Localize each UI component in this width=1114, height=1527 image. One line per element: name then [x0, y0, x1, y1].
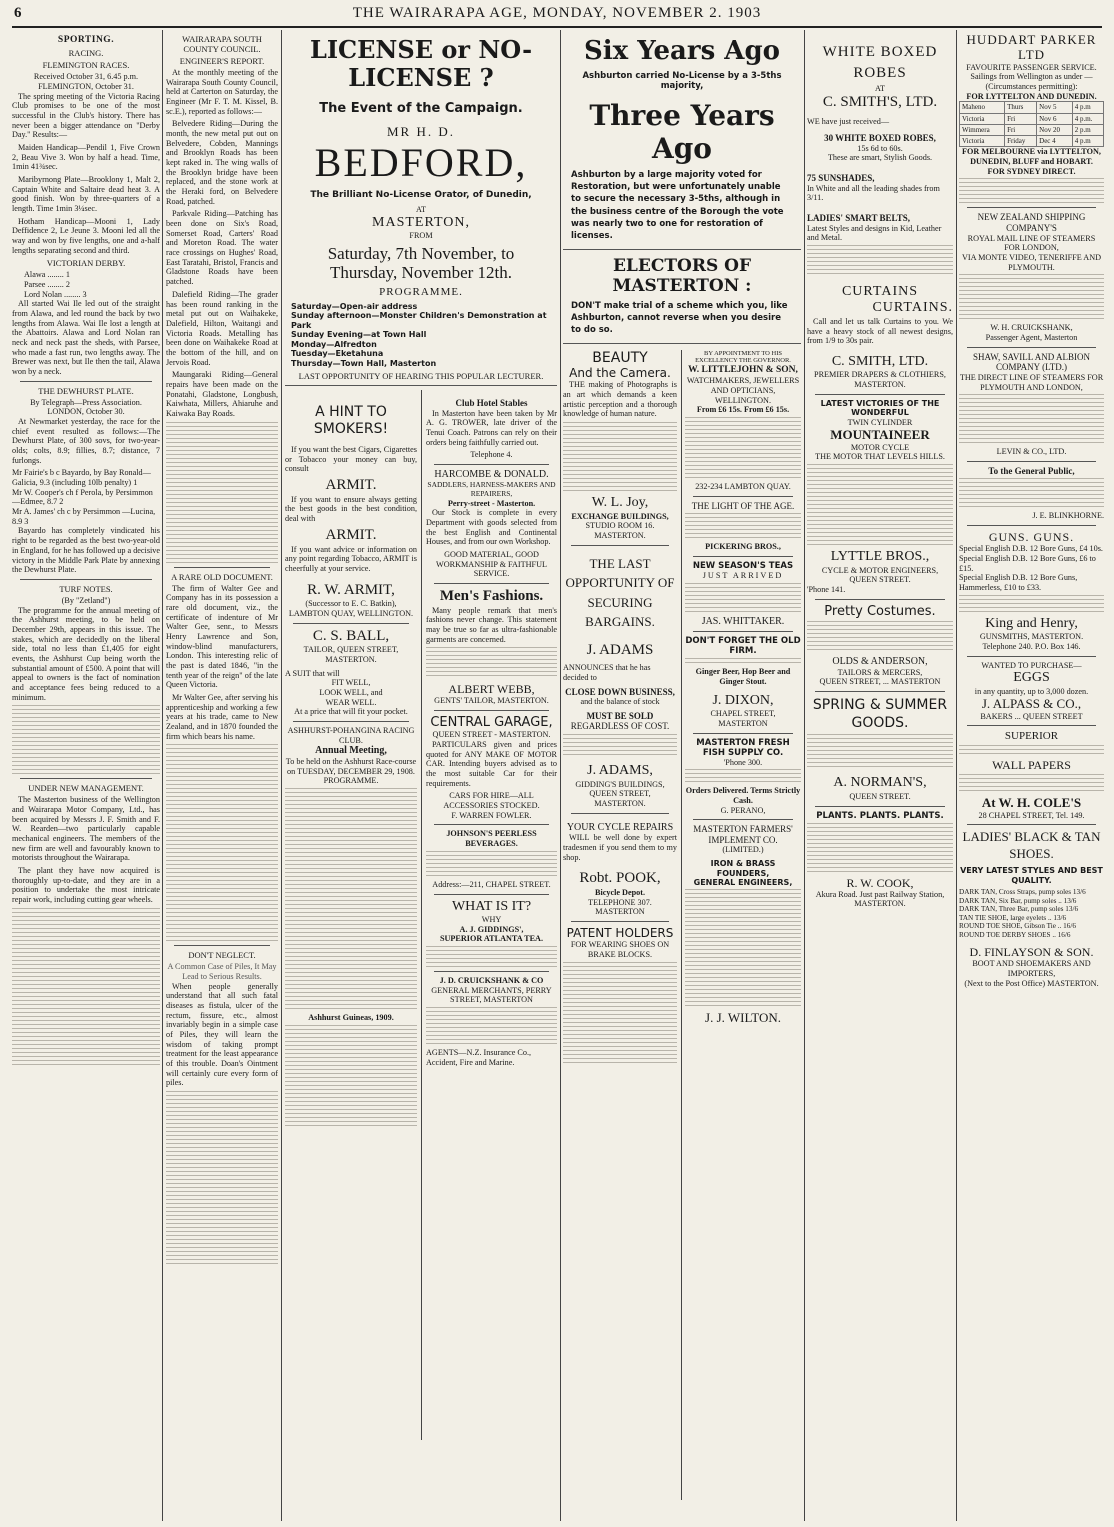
article-paragraph: At Newmarket yesterday, the race for the chief event resulted as follows:—The Dewhurst Plate, of 300 sovs, for two-year-olds; colts, 8.9; fillies, 8.7; distance, 7 furlongs. [12, 417, 160, 465]
speaker-title: MR H. D. [386, 123, 455, 139]
last-opportunity: LAST OPPORTUNITY OF HEARING THIS POPULAR LECTURER. [298, 371, 544, 382]
six-years-headline: Six Years Ago [584, 36, 780, 66]
text-filler [685, 889, 801, 1006]
table-row: Wimmera Fri Nov 20 2 p.m [960, 124, 1104, 135]
three-years-headline: Three Years Ago [589, 98, 775, 165]
text-filler [166, 744, 278, 941]
text-filler [166, 1091, 278, 1264]
text-filler [426, 647, 557, 676]
ad-text: Many people remark that men's fashions never change. This statement may be true so far as ultra-fashionable garments are concerned. [426, 605, 557, 644]
article-paragraph: At the monthly meeting of the Wairarapa South County Council, held at Carterton on Saturday, the Engineer (Mr F. T. M. Kissel, B. sc.E.), reported as follows:— [166, 68, 278, 116]
sub-heading: A Common Case of Piles, It May Lead to Serious Results. [167, 962, 277, 982]
result-row: Mr W. Cooper's ch f Perola, by Persimmon—Edmee, 8.7 2 [12, 487, 153, 507]
article-paragraph: Belvedere Riding—During the month, the new metal put out on Belvedere, Cobden, Mannings and Brooklyn Roads has been kept raked in. The wing walls of the Brooklyn bridge have been replaced, and the stone work at the Heraki ford, on Belvedere Road, patched. [166, 119, 278, 206]
electors-headline: ELECTORS OF MASTERTON : [612, 255, 752, 296]
column-rule [162, 30, 163, 1521]
article-paragraph: The Masterton business of the Wellington and Wairarapa Motor Company, Ltd., has been acquired by Messrs J. F. Smith and F. W. Rearden—two particularly capable mechanical engineers. The members of the new firm are well and favourably known to motorists throughout the Wairarapa. [12, 795, 160, 863]
result-row: Lord Nolan ........ 3 [24, 289, 87, 299]
event-dates: Saturday, 7th November, to Thursday, November 12th. [327, 243, 515, 283]
article-paragraph: Hotham Handicap—Mooni 1, Lady Deffidence 2, Le Jeune 3. Mooni led all the way and won by five lengths, one and a-half lengths separating second and third. [12, 216, 160, 255]
text-filler [563, 734, 677, 755]
venue: MASTERTON, [372, 214, 470, 230]
license-headline: LICENSE or NO-LICENSE ? [309, 35, 533, 93]
text-filler [807, 464, 953, 545]
article-paragraph: The firm of Walter Gee and Company has in its possession a rare old document, viz., the certificate of indenture of Mr Walter Gee, senr., to Messrs Henry Lawrence and Son, window-blind manufacturers, London. This interesting relic of the past is dated 1846, "in the tenth year of the reign" of the late Queen Victoria. [166, 583, 278, 690]
text-filler [563, 422, 677, 491]
article-paragraph: Parkvale Riding—Patching has been done on Six's Road, Somerset Road, Carters' Road and Moreton Road. The water race crossings on Hughes' Road, East Taratahi, Bristol, Francis and Gladstone Roads have been patched. [166, 209, 278, 287]
sub-heading: ENGINEER'S REPORT. [179, 56, 265, 67]
text-filler [563, 962, 677, 1063]
result-row: Parsee ........ 2 [24, 280, 70, 290]
text-filler [12, 705, 160, 774]
sub-heading: VICTORIAN DERBY. [46, 258, 126, 269]
armit-name: ARMIT. [325, 477, 377, 494]
column-rule [560, 30, 561, 1521]
programme-list: Saturday—Open-air address Sunday afternoon—Monster Children's Demonstration at Park Sunday Evening—at Town Hall Monday—Alfredton Tuesday—Eketahuna Thursday—Town Hall, Masterton [291, 302, 547, 368]
text-filler [807, 245, 953, 274]
sub-heading: FLEMINGTON RACES. [42, 60, 130, 71]
result-row: Mr Fairie's b c Bayardo, by Bay Ronald—Galicia, 9.3 (including 10lb penalty) 1 [12, 468, 151, 488]
column-council [166, 32, 278, 1521]
text-filler [959, 745, 1104, 754]
newspaper-title: THE WAIRARAPA AGE, MONDAY, NOVEMBER 2. 1903 [352, 5, 762, 21]
sub-heading: DON'T NEGLECT. [188, 950, 256, 961]
article-paragraph: Mr Walter Gee, after serving his apprenticeship and working a few years at his trade, came to New Zealand, and in 1870 founded the firm which bears his name. [166, 692, 278, 741]
speaker-name: BEDFORD, [314, 140, 528, 186]
article-paragraph: All started Wai Ile led out of the straight from Alawa, and led round the back by two lengths from Alawa. Wai Ile lost a length at the Abattoirs. Alawa and Lord Nolan ran neck and neck past the sheds, with Parsee, who made a fast run, two lengths away. The Brewer was next, but Ile then the tail, Alawa won by a neck. [12, 299, 160, 377]
ad-text: Call and let us talk Curtains to you. We have a heavy stock of all newest designs, from 1/9 to 30s pair. [807, 316, 953, 346]
ad-text: In Masterton have been taken by Mr A. G. TROWER, late driver of the Tenui Coach. Patrons can rely on their orders being faithfully carried out. [426, 408, 557, 447]
text-filler [426, 851, 557, 876]
byline: (By "Zetland") [61, 595, 111, 605]
result-row: Mr A. James' ch c by Persimmon —Lucina, 8.9 3 [12, 507, 156, 526]
dateline: FLEMINGTON, October 31. [38, 81, 134, 91]
ad-text: Our Stock is complete in every Department with goods selected from the best English and Continental Houses, and from our own Workshop. [426, 508, 557, 547]
page-number: 6 [14, 5, 23, 21]
text-filler [685, 769, 801, 782]
column-sporting [12, 32, 160, 1521]
text-filler [12, 908, 160, 1065]
ashhurst-heading: ASHHURST-POHANGINA RACING CLUB. [287, 725, 415, 745]
text-filler [959, 178, 1104, 203]
dateline: LONDON, October 30. [47, 407, 125, 417]
table-row: Maheno Thurs Nov 5 4 p.m [960, 102, 1104, 113]
text-filler [807, 621, 953, 650]
text-filler [685, 658, 801, 663]
article-paragraph: The programme for the annual meeting of the Ashhurst meeting, to be held on December 29th, appears in this issue. The stakes, which are decidedly on the liberal side, total no less than £1,405 for eight events, the Ashhurst Cup being worth the substantial amount of £500. A point that will appeal to owners is the fact of nomination and acceptance fees being reduced to a minimum. [12, 605, 160, 702]
text-filler [959, 774, 1104, 791]
column-shipping-ads: HUDDART PARKER LTD FAVOURITE PASSENGER SERVICE. Sailings from Wellington as under —(Circumstances permitting): FOR LYTTELTON AND DUNEDIN. Maheno Thurs Nov 5 4 p.m Victoria Fri Nov 6 4 p.m. Wimmera Fri Nov 20 2 p.m Victoria Friday Dec 4 4 p.m FOR MELBOURNE via LYTTELTON, DUNEDIN, BLUFF and HOBART. FOR SYDNEY DIRECT. NEW ZEALAND SHIPPING COMPANY'S ROYAL MAIL LINE OF STEAMERS FOR LONDON, VIA MONTE VIDEO, TENERIFFE AND PLYMOUTH. W. H. CRUICKSHANK, Passenger Agent, Masterton SHAW, SAVILL AND ALBION COMPANY (LTD.) THE DIRECT LINE OF STEAMERS FOR PLYMOUTH AND LONDON, LEVIN & CO., LTD. To the General Public, J. E. BLINKHORNE. GUNS. GUNS. Special English D.B. 12 Bore Guns, £4 10s. Special English D.B. 12 Bore Guns, £6 to £15. Special English D.B. 12 Bore Guns, Hammerless, £10 to £33. King and Henry, GUNSMITHS, MASTERTON. Telephone 240. P.O. Box 146. WANTED TO PURCHASE— EGGS in any quantity, up to 3,000 dozen. J. ALPASS & CO., BAKERS ... QUEEN STREET SUPERIOR WALL PAPERS At W. H. COLE'S 28 CHAPEL STREET, Tel. 149. LADIES' BLACK & TAN SHOES. VERY LATEST STYLES AND BEST QUALITY. DARK TAN, Cross Straps, pump soles 13/6 DARK TAN, Six Bar, pump soles .. 13/6 DARK TAN, Three Bar, pump soles 13/6 TAN TIE SHOE, large eyelets .. 13/6 ROUND TOE SHOE, Gibson Tie .. 16/6 ROUND TOE DERBY SHOES .. 16/6 D. FINLAYSON & SON. BOOT AND SHOEMAKERS AND IMPORTERS, (Next to the Post Office) MASTERTON. [959, 32, 1104, 988]
text-filler [426, 946, 557, 967]
text-filler [959, 478, 1104, 507]
dateline: Received October 31, 6.45 p.m. [33, 72, 139, 82]
section-heading: SPORTING. [57, 35, 115, 45]
ad-text: If you want to ensure always getting the best goods in the best condition, deal with [285, 494, 417, 524]
text-filler [685, 583, 801, 612]
sub-heading: A RARE OLD DOCUMENT. [171, 571, 273, 582]
white-boxed-robes-headline: WHITE BOXED ROBES [822, 44, 938, 81]
article-paragraph: Dalefield Riding—The grader has been round ranking in the metal put out on Waihakeke, Dalefield, Hilton, Waitangi and Victoria Roads. Metalling has been done on Waihakeke Road at the bottom of the hill, and on Jervois Road. [166, 289, 278, 367]
table-row: Victoria Friday Dec 4 4 p.m [960, 136, 1104, 147]
article-paragraph: Maungaraki Riding—General repairs have been made on the Ponatahi, Gladstone, Longbush, Kaiwhata, Millers, Ahiaruhe and Kaiwaka Bay Roads. [166, 370, 278, 418]
ad-text: If you want the best Cigars, Cigarettes or Tobacco your money can buy, consult [285, 445, 417, 474]
article-paragraph: Maiden Handicap—Pendil 1, Five Crown 2, Beau Vive 3. Won by half a head. Time, 1min 41¾sec. [12, 142, 160, 172]
column-smith-ads: WHITE BOXED ROBES AT C. SMITH'S, LTD. WE have just received— 30 WHITE BOXED ROBES, 15s 6d to 60s. These are smart, Stylish Goods. 75 SUNSHADES, In White and all the leading shades from 3/11. LADIES' SMART BELTS, Latest Styles and designs in Kid, Leather and Metal. CURTAINS CURTAINS. Call and let us talk Curtains to you. We have a heavy stock of all newest designs, from 1/9 to 30s pair. C. SMITH, LTD. PREMIER DRAPERS & CLOTHIERS, MASTERTON. LATEST VICTORIES OF THE WONDERFUL TWIN CYLINDER MOUNTAINEER MOTOR CYCLE THE MOTOR THAT LEVELS HILLS. LYTTLE BROS., CYCLE & MOTOR ENGINEERS, QUEEN STREET. 'Phone 141. Pretty Costumes. OLDS & ANDERSON, TAILORS & MERCERS, QUEEN STREET, ... MASTERTON SPRING & SUMMER GOODS. A. NORMAN'S, QUEEN STREET. PLANTS. PLANTS. PLANTS. R. W. COOK, Akura Road. Just past Railway Station, MASTERTON. [807, 44, 953, 909]
article-paragraph: When people generally understand that all such fatal diseases as fistula, ulcer of the rectum, fissure, etc., almost invariably begin in a simple case of Piles, they will learn the wisdom of taking prompt treatment for the least appearance of this trouble. Doan's Ointment will certainly cure every form of piles. [166, 981, 278, 1088]
ball-name: C. S. BALL, [312, 627, 390, 644]
programme-heading: PROGRAMME. [379, 286, 463, 299]
text-filler [285, 1025, 417, 1126]
sub-heading: WAIRARAPA SOUTH COUNTY COUNCIL. [182, 34, 262, 55]
text-filler [685, 513, 801, 538]
text-filler [959, 394, 1104, 443]
sailings-table [959, 101, 1104, 147]
dateline: By Telegraph—Press Association. [30, 397, 142, 407]
ad-text: If you want advice or information on any point regarding Tobacco, ARMIT is cheerfully at your service. [285, 544, 417, 573]
article-paragraph: The plant they have now acquired is thoroughly up-to-date, and they are in a position to undertake the most intricate repair work, including cutting gear wheels. [12, 865, 160, 904]
armit-name: ARMIT. [325, 526, 377, 543]
masthead [12, 4, 1102, 28]
text-filler [807, 823, 953, 872]
article-paragraph: Maribyrnong Plate—Brooklony 1, Malt 2, Captain White and Saltaire dead heat 3. A good finish. Won by three-quarters of a length. Time 1min 3¼sec. [12, 174, 160, 213]
column-rule [956, 30, 957, 1521]
column-license-ads: LICENSE or NO-LICENSE ? The Event of the Campaign. MR H. D. BEDFORD, The Brilliant No-License Orator, of Dunedin, AT MASTERTON, FROM Saturday, 7th November, to Thursday, November 12th. PROGRAMME. Saturday—Open-air address Sunday afternoon—Monster Children's Demonstration at Park Sunday Evening—at Town Hall Monday—Alfredton Tuesday—Eketahuna Thursday—Town Hall, Masterton LAST OPPORTUNITY OF HEARING THIS POPULAR LECTURER. A HINT TO SMOKERS! If you want the best Cigars, Cigarettes or Tobacco your money can buy, consult ARMIT. If you want to ensure always getting the best goods in the best condition, deal with ARMIT. If you want advice or information on any point regarding Tobacco, ARMIT is cheerfully at your service. R. W. ARMIT, (Successor to E. C. Batkin), LAMBTON QUAY, WELLINGTON. C. S. BALL, TAILOR, QUEEN STREET, MASTERTON. A SUIT that will FIT WELL, LOOK WELL, and WEAR WELL. At a price that will fit your pocket. ASHHURST-POHANGINA RACING CLUB. Annual Meeting, To be held on the Ashhurst Race-course on TUESDAY, DECEMBER 29, 1908. PROGRAMME. Ashhurst Guineas, 1909. Club Hotel Stables In Masterton have been taken by Mr A. G. TROWER, late driver of the Tenui Coach. Patrons can rely on their orders being faithfully carried out. Telephone 4. HARCOMBE & DONALD. SADDLERS, HARNESS-MAKERS AND REPAIRERS, Perry-street - Masterton. Our Stock is complete in every Department with goods selected from the best English and Continental Houses, and from our own Workshop. GOOD MATERIAL, GOOD WORKMANSHIP & FAITHFUL SERVICE. Men's Fashions. Many people remark that men's fashions never change. This statement may be true so far as ultra-fashionable garments are concerned. ALBERT WEBB, GENTS' TAILOR, MASTERTON. CENTRAL GARAGE, QUEEN STREET - MASTERTON. PARTICULARS given and prices quoted for ANY MAKE OF MOTOR CAR. Intending buyers advised as to the most suitable Car for their requirements. CARS FOR HIRE—ALL ACCESSORIES STOCKED. F. WARREN FOWLER. JOHNSON'S PEERLESS BEVERAGES. Address:—211, CHAPEL STREET. WHAT IS IT? WHY A. J. GIDDINGS', SUPERIOR ATLANTA TEA. J. D. CRUICKSHANK & CO GENERAL MERCHANTS, PERRY STREET, MASTERTON AGENTS—N.Z. Insurance Co., Accident, Fire and Marine. [285, 32, 557, 1521]
article-paragraph: Bayardo has completely vindicated his right to be regarded as the best two-year-old in England, for he has followed up a decisive victory in the Middle Park Plate by annexing the Dewhurst Plate. [12, 526, 160, 575]
sub-heading: TURF NOTES. [59, 583, 113, 594]
sub-heading: UNDER NEW MANAGEMENT. [28, 783, 144, 794]
text-filler [285, 788, 417, 1009]
text-filler [959, 595, 1104, 612]
article-paragraph: The spring meeting of the Victoria Racing Club promises to be one of the most successful in the Club's history. There has never been a bigger attendance on "Derby Day." Results:— [12, 91, 160, 140]
license-subhead: The Event of the Campaign. [319, 100, 523, 116]
text-filler [166, 422, 278, 563]
sub-heading: THE DEWHURST PLATE. [38, 385, 134, 396]
text-filler [426, 1007, 557, 1044]
column-rule [804, 30, 805, 1521]
ad-text: THE making of Photographs is an art which demands a keen artistic perception and a thorough knowledge of human nature. [563, 380, 677, 419]
text-filler [685, 417, 801, 478]
armit-full-name: R. W. ARMIT, [307, 581, 395, 598]
ad-text: WILL be well done by expert tradesmen if you send them to my shop. [563, 833, 677, 862]
text-filler [959, 274, 1104, 319]
derby-results [12, 270, 160, 299]
result-row: Alawa ........ 1 [24, 270, 70, 280]
sub-heading: RACING. [68, 48, 104, 59]
speaker-desc: The Brilliant No-License Orator, of Dunedin, [310, 190, 532, 201]
table-row: Victoria Fri Nov 6 4 p.m. [960, 113, 1104, 124]
ad-text: PARTICULARS given and prices quoted for ANY MAKE OF MOTOR CAR. Intending buyers advised as to the most suitable Car for their requirements. [426, 740, 557, 788]
column-ashburton-ads: Six Years Ago Ashburton carried No-License by a 3-5ths majority, Three Years Ago Ashburton by a large majority voted for Restoration, but were unfortunately unable to secure the necessary 3-5ths, although in the business centre of the Borough the vote was nearly two to one for restoration of licenses. ELECTORS OF MASTERTON : DON'T make trial of a scheme which you, like Ashburton, cannot reverse when you desire to do so. BEAUTY And the Camera. THE making of Photographs is an art which demands a keen artistic perception and a thorough knowledge of human nature. W. L. Joy, EXCHANGE BUILDINGS, STUDIO ROOM 16. MASTERTON. THE LAST OPPORTUNITY OF SECURING BARGAINS. J. ADAMS ANNOUNCES that he has decided to CLOSE DOWN BUSINESS, and the balance of stock MUST BE SOLD REGARDLESS OF COST. J. ADAMS, GIDDING'S BUILDINGS, QUEEN STREET, MASTERTON. YOUR CYCLE REPAIRS WILL be well done by expert tradesmen if you send them to my shop. Robt. POOK, Bicycle Depot. TELEPHONE 307. MASTERTON PATENT HOLDERS FOR WEARING SHOES ON BRAKE BLOCKS. BY APPOINTMENT TO HIS EXCELLENCY THE GOVERNOR. W. LITTLEJOHN & SON, WATCHMAKERS, JEWELLERS AND OPTICIANS, WELLINGTON. From £6 15s. From £6 15s. 232-234 LAMBTON QUAY. THE LIGHT OF THE AGE. PICKERING BROS., NEW SEASON'S TEAS JUST ARRIVED JAS. WHITTAKER. DON'T FORGET THE OLD FIRM. Ginger Beer, Hop Beer and Ginger Stout. J. DIXON, CHAPEL STREET, MASTERTON MASTERTON FRESH FISH SUPPLY CO. 'Phone 300. Orders Delivered. Terms Strictly Cash. G. PERANO, MASTERTON FARMERS' IMPLEMENT CO. (LIMITED.) IRON & BRASS FOUNDERS, GENERAL ENGINEERS, J. J. WILTON. [563, 32, 801, 1521]
text-filler [807, 734, 953, 767]
column-rule [281, 30, 282, 1521]
hint-heading: A HINT TO SMOKERS! [313, 404, 389, 437]
